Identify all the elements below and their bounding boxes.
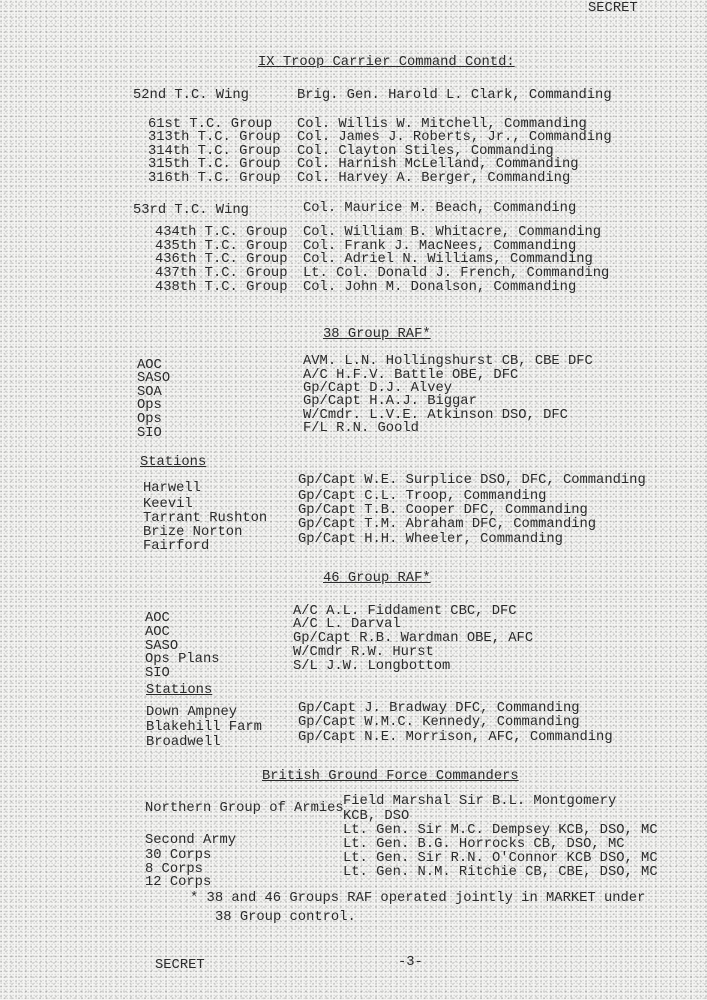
commander-name: A/C L. Darval	[293, 617, 401, 632]
commander-name: A/C H.F.V. Battle OBE, DFC	[303, 368, 519, 383]
unit-label: SASO	[145, 639, 179, 654]
section-title-46-group: 46 Group RAF*	[323, 571, 431, 586]
commander-name: Col. William B. Whitacre, Commanding	[303, 225, 602, 240]
commander-name: Col. Frank J. MacNees, Commanding	[303, 239, 577, 254]
unit-label: 53rd T.C. Wing	[133, 203, 249, 218]
northern-group-label: Northern Group of Armies	[145, 801, 344, 816]
unit-label: 438th T.C. Group	[155, 280, 288, 295]
unit-label: SIO	[137, 426, 162, 441]
commander-name: Col. Maurice M. Beach, Commanding	[303, 201, 577, 216]
commander-name: Gp/Capt D.J. Alvey	[303, 381, 453, 396]
commander-name: Col. Harvey A. Berger, Commanding	[297, 171, 571, 186]
page-number: -3-	[398, 955, 423, 970]
commander-name: Gp/Capt T.M. Abraham DFC, Commanding	[298, 517, 597, 532]
classification-header: SECRET	[588, 1, 638, 16]
stations-label-46: Stations	[146, 683, 213, 698]
section-title-ix-troop-carrier: IX Troop Carrier Command Contd:	[258, 55, 515, 70]
commander-name: Lt. Gen. B.G. Horrocks CB, DSO, MC	[343, 837, 625, 852]
commander-name: Gp/Capt R.B. Wardman OBE, AFC	[293, 631, 534, 646]
commander-name: A/C A.L. Fiddament CBC, DFC	[293, 604, 517, 619]
unit-label: 437th T.C. Group	[155, 266, 288, 281]
unit-label: Harwell	[143, 481, 201, 496]
unit-label: Broadwell	[146, 735, 221, 750]
commander-name: Gp/Capt W.E. Surplice DSO, DFC, Commanding	[298, 473, 646, 488]
unit-label: 435th T.C. Group	[155, 239, 288, 254]
commander-name: Lt. Col. Donald J. French, Commanding	[303, 266, 610, 281]
unit-label: Ops	[137, 398, 162, 413]
commander-name: W/Cmdr R.W. Hurst	[293, 645, 434, 660]
unit-label: 52nd T.C. Wing	[133, 88, 249, 103]
footnote-line: 38 Group control.	[215, 910, 356, 925]
commander-name: Gp/Capt N.E. Morrison, AFC, Commanding	[298, 730, 613, 745]
commander-name: Gp/Capt J. Bradway DFC, Commanding	[298, 701, 580, 716]
unit-label: SASO	[137, 371, 171, 386]
unit-label: 315th T.C. Group	[148, 157, 281, 172]
commander-name: Col. James J. Roberts, Jr., Commanding	[297, 130, 612, 145]
commander-name: Lt. Gen. Sir M.C. Dempsey KCB, DSO, MC	[343, 823, 658, 838]
commander-name: Gp/Capt T.B. Cooper DFC, Commanding	[298, 503, 588, 518]
stations-label-38: Stations	[140, 455, 207, 470]
northern-commander: Field Marshal Sir B.L. Montgomery	[343, 794, 617, 809]
commander-name: S/L J.W. Longbottom	[293, 659, 451, 674]
unit-label: 316th T.C. Group	[148, 171, 281, 186]
unit-label: 30 Corps	[145, 848, 212, 863]
footnote-line: * 38 and 46 Groups RAF operated jointly in MARKET under	[190, 891, 646, 906]
unit-label: 12 Corps	[145, 875, 212, 890]
unit-label: Blakehill Farm	[146, 720, 262, 735]
commander-name: W/Cmdr. L.V.E. Atkinson DSO, DFC	[303, 408, 568, 423]
unit-label: Ops	[137, 412, 162, 427]
unit-label: 436th T.C. Group	[155, 252, 288, 267]
unit-label: 314th T.C. Group	[148, 144, 281, 159]
commander-name: Lt. Gen. Sir R.N. O'Connor KCB DSO, MC	[343, 851, 658, 866]
commander-name: Lt. Gen. N.M. Ritchie CB, CBE, DSO, MC	[343, 865, 658, 880]
section-title-british-ground-force: British Ground Force Commanders	[262, 769, 519, 784]
unit-label: SIO	[145, 666, 170, 681]
commander-name: Col. Clayton Stiles, Commanding	[297, 144, 554, 159]
unit-label: Brize Norton	[143, 525, 243, 540]
commander-name: Gp/Capt W.M.C. Kennedy, Commanding	[298, 715, 580, 730]
unit-label: AOC	[137, 358, 162, 373]
northern-commander-honours: KCB, DSO	[343, 809, 410, 824]
commander-name: Col. Adriel N. Williams, Commanding	[303, 252, 593, 267]
unit-label: AOC	[145, 611, 170, 626]
unit-label: SOA	[137, 385, 162, 400]
section-title-38-group: 38 Group RAF*	[323, 327, 431, 342]
unit-label: 313th T.C. Group	[148, 130, 281, 145]
commander-name: AVM. L.N. Hollingshurst CB, CBE DFC	[303, 354, 593, 369]
unit-label: Ops Plans	[145, 652, 220, 667]
unit-label: AOC	[145, 625, 170, 640]
unit-label: Second Army	[145, 833, 237, 848]
commander-name: F/L R.N. Goold	[303, 421, 419, 436]
commander-name: Col. Willis W. Mitchell, Commanding	[297, 117, 587, 132]
commander-name: Brig. Gen. Harold L. Clark, Commanding	[297, 88, 612, 103]
unit-label: Keevil	[143, 497, 193, 512]
unit-label: 61st T.C. Group	[148, 117, 273, 132]
unit-label: 434th T.C. Group	[155, 225, 288, 240]
classification-footer: SECRET	[155, 958, 205, 973]
unit-label: Fairford	[143, 539, 210, 554]
unit-label: 8 Corps	[145, 862, 203, 877]
commander-name: Gp/Capt H.H. Wheeler, Commanding	[298, 532, 563, 547]
commander-name: Gp/Capt H.A.J. Biggar	[303, 394, 477, 409]
unit-label: Tarrant Rushton	[143, 511, 268, 526]
unit-label: Down Ampney	[146, 705, 238, 720]
commander-name: Col. Harnish McLelland, Commanding	[297, 157, 579, 172]
commander-name: Gp/Capt C.L. Troop, Commanding	[298, 489, 547, 504]
commander-name: Col. John M. Donalson, Commanding	[303, 280, 577, 295]
